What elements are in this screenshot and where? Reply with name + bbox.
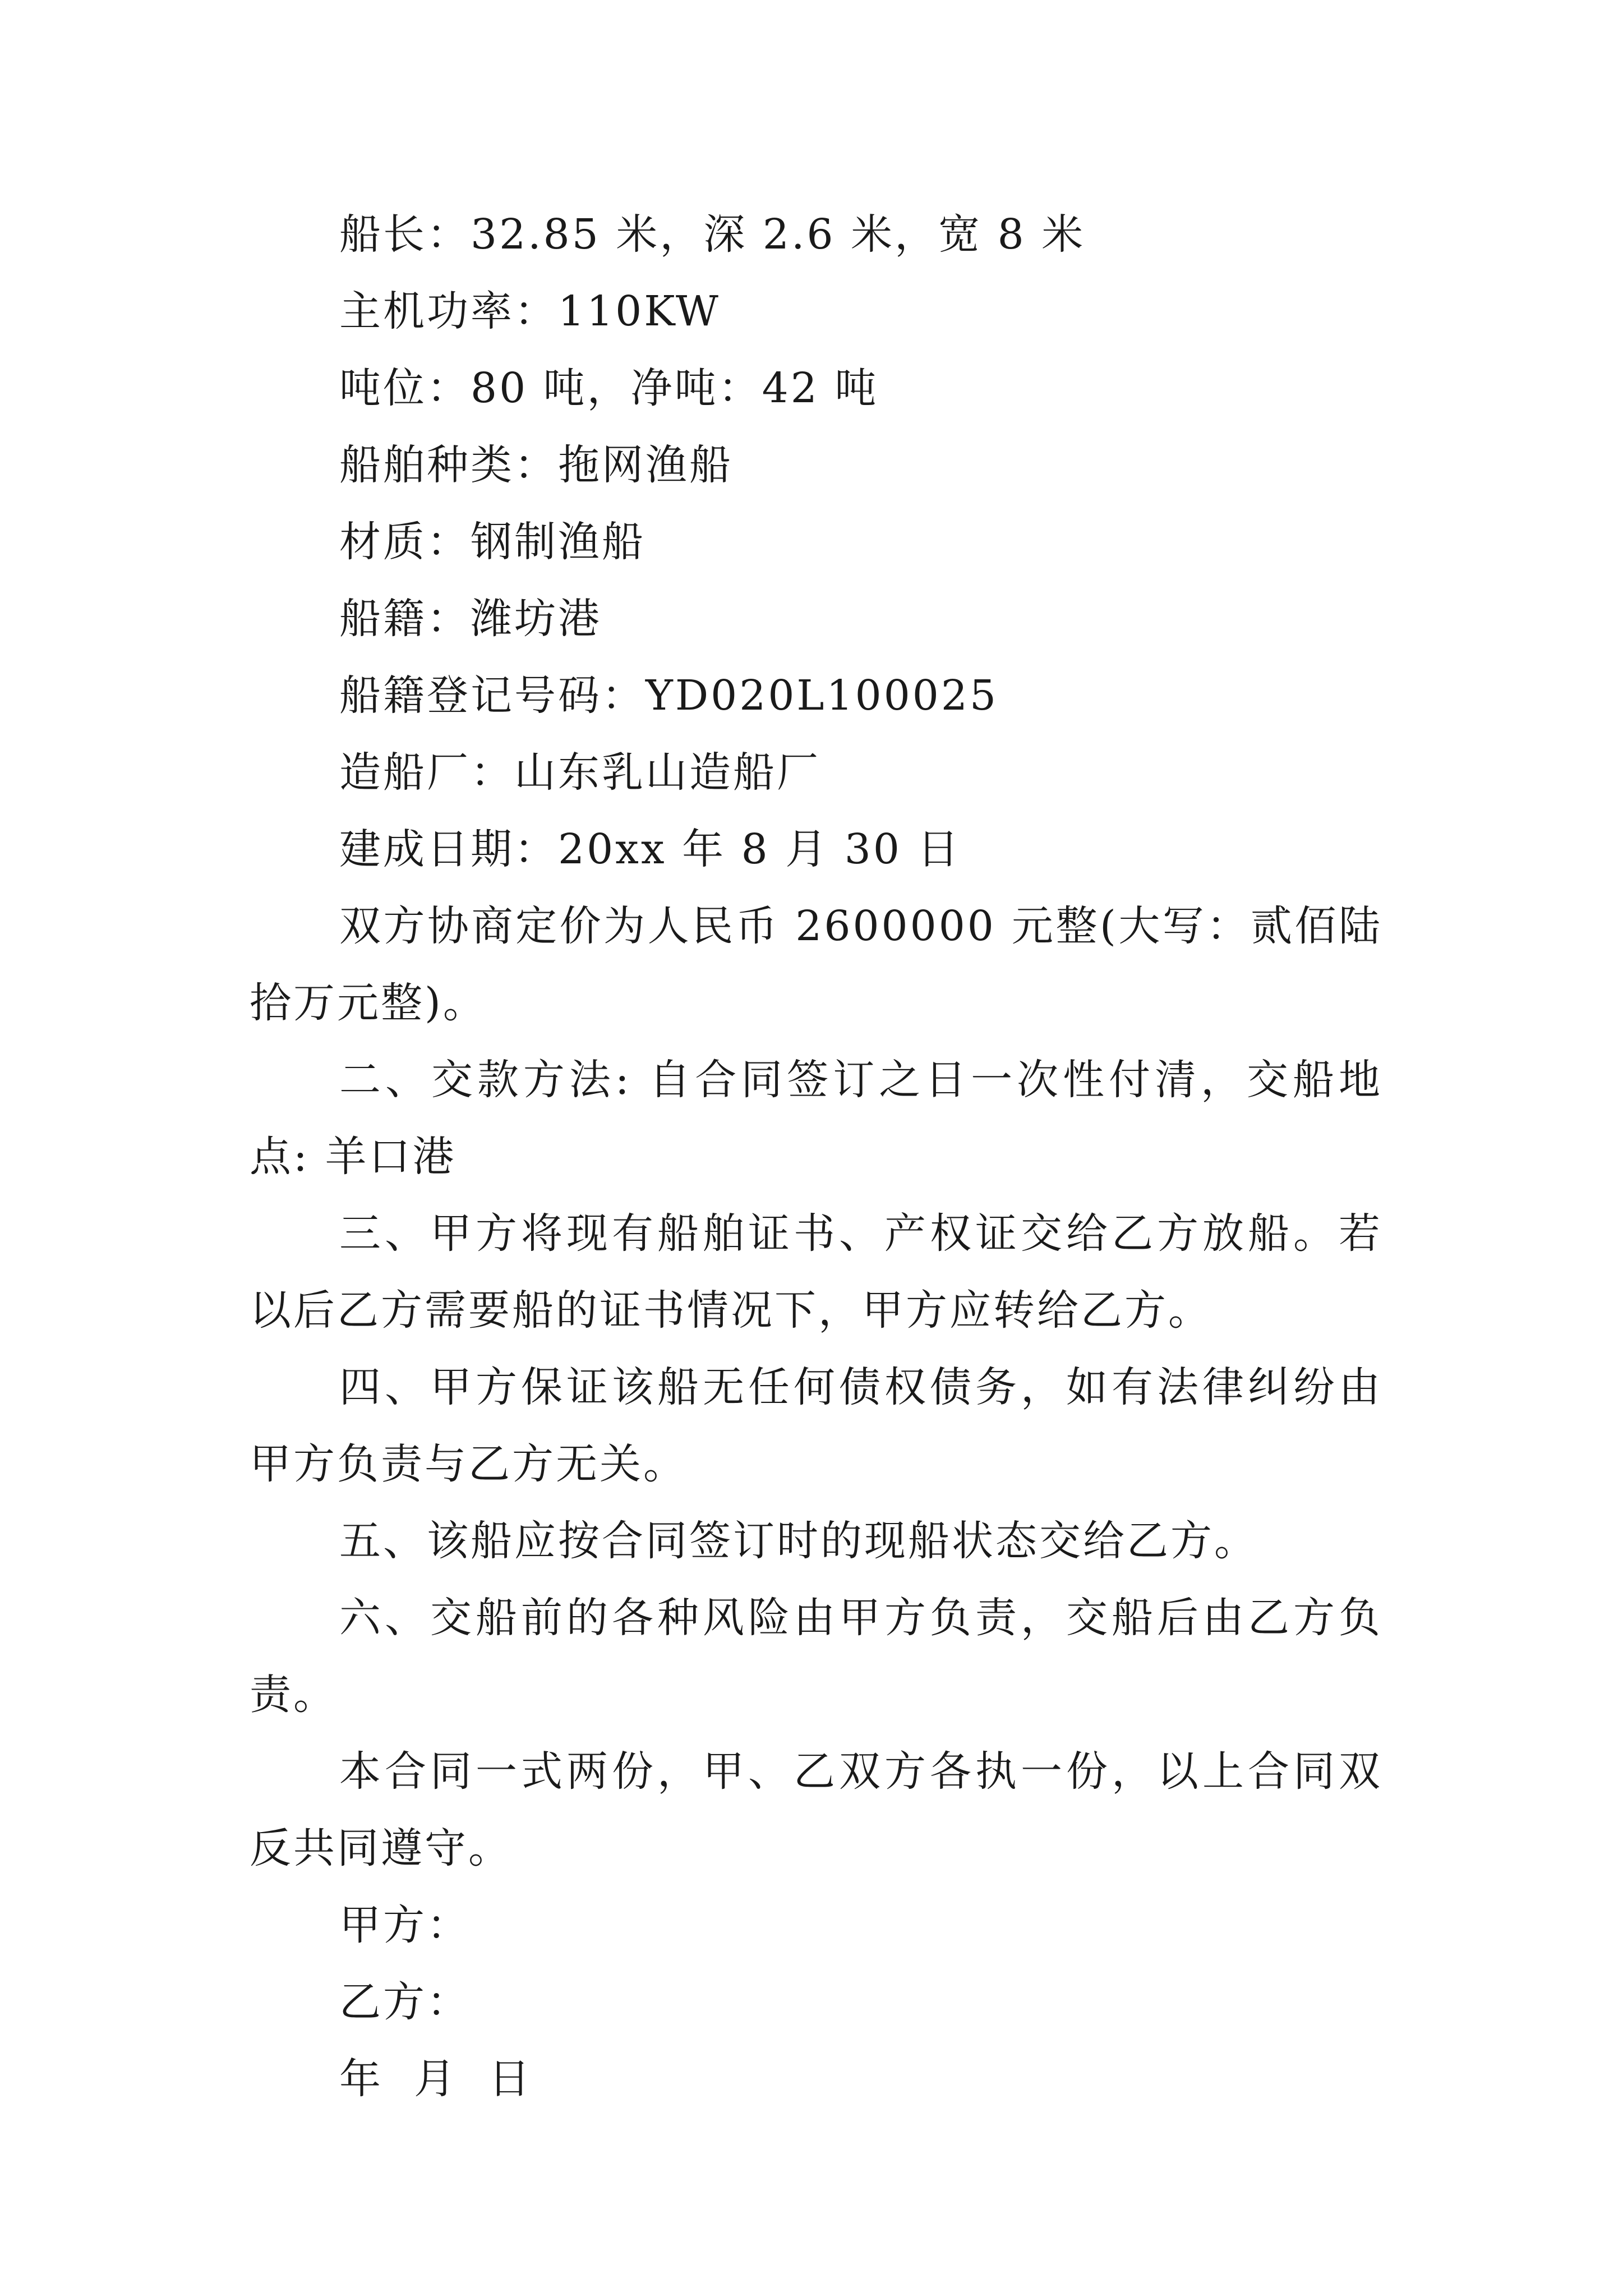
clause-condition: 五、该船应按合同签订时的现船状态交给乙方。 xyxy=(339,1517,1258,1565)
spec-tonnage: 吨位：80 吨，净吨：42 吨 xyxy=(339,364,879,412)
clause-certificates: 三、甲方将现有船舶证书、产权证交给乙方放船。若以后乙方需要船的证书情况下，甲方应转给乙方。 xyxy=(250,1209,1382,1335)
spec-shipyard: 造船厂：山东乳山造船厂 xyxy=(339,748,820,797)
spec-ship-length: 船长：32.85 米，深 2.6 米，宽 8 米 xyxy=(339,210,1086,259)
signature-date: 年 月 日 xyxy=(339,2055,533,2103)
clause-debts: 四、甲方保证该船无任何债权债务，如有法律纠纷由甲方负责与乙方无关。 xyxy=(250,1363,1382,1488)
spec-registration-number: 船籍登记号码：YD020L100025 xyxy=(339,671,999,720)
spec-material: 材质：钢制渔船 xyxy=(339,518,645,566)
spec-ship-type: 船舶种类：拖网渔船 xyxy=(339,441,733,489)
spec-port-of-registry: 船籍：潍坊港 xyxy=(339,595,602,643)
clause-risk: 六、交船前的各种风险由甲方负责，交船后由乙方负责。 xyxy=(250,1594,1382,1719)
spec-build-date: 建成日期：20xx 年 8 月 30 日 xyxy=(339,825,961,873)
contract-body xyxy=(250,196,1382,2118)
clause-price: 双方协商定价为人民币 2600000 元整(大写：贰佰陆拾万元整)。 xyxy=(250,902,1382,1027)
signature-party-a: 甲方： xyxy=(339,1901,471,1949)
clause-copies: 本合同一式两份，甲、乙双方各执一份，以上合同双反共同遵守。 xyxy=(250,1747,1382,1872)
signature-party-b: 乙方： xyxy=(339,1978,471,2026)
clause-payment: 二、交款方法: 自合同签订之日一次性付清，交船地点: 羊口港 xyxy=(250,1056,1382,1181)
spec-engine-power: 主机功率：110KW xyxy=(339,287,721,335)
